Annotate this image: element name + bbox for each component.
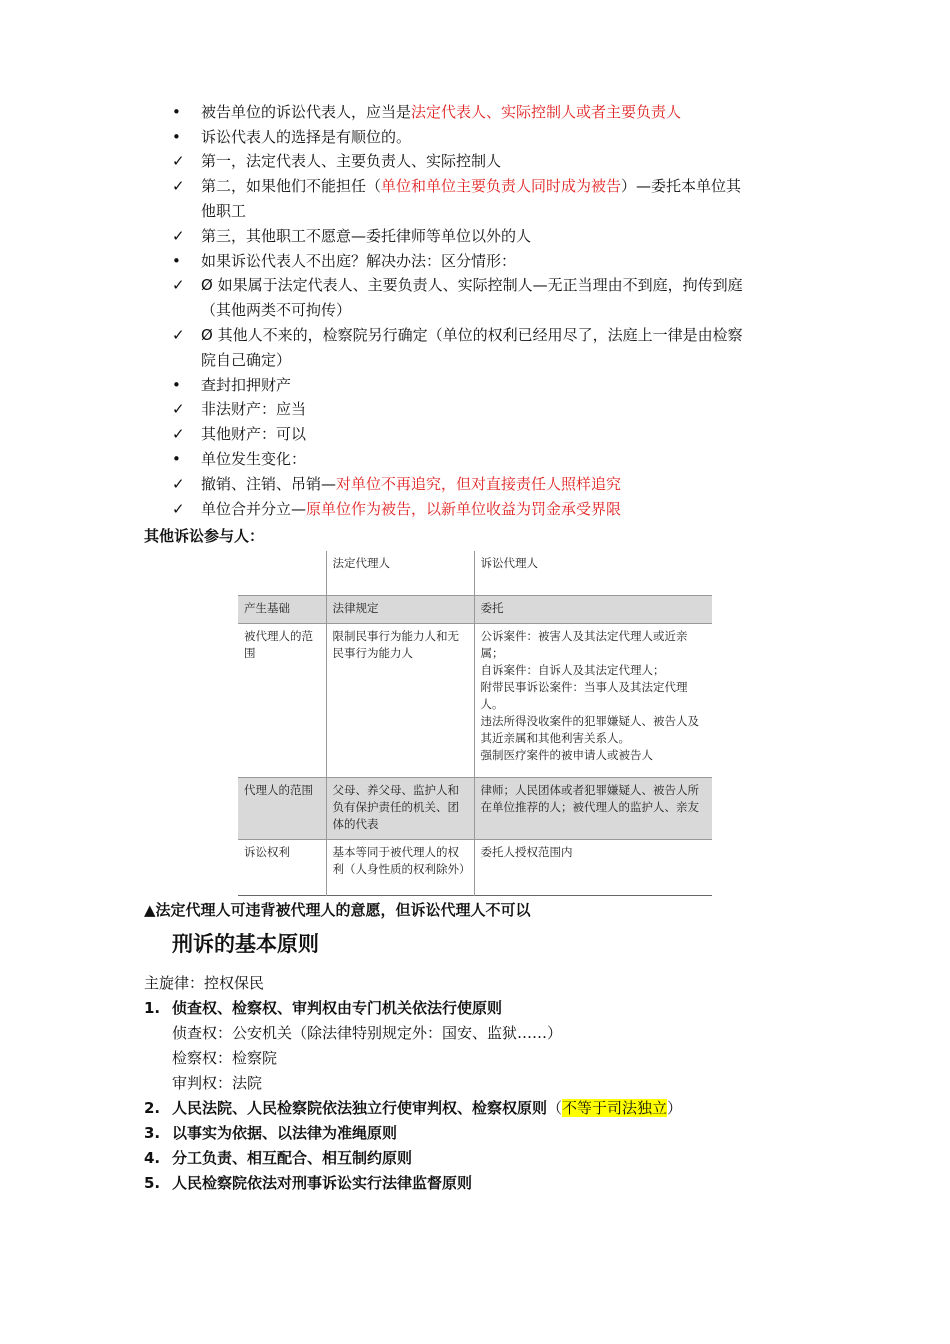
table-cell: 产生基础 xyxy=(238,595,326,623)
list-item-text: 被告单位的诉讼代表人，应当是 xyxy=(201,103,412,121)
table-row xyxy=(238,595,712,623)
power-line: 检察权：检察院 xyxy=(172,1049,278,1067)
principle-number: 5. xyxy=(144,1174,161,1192)
table-header-cell: 诉讼代理人 xyxy=(474,551,712,595)
list-item-text: 单位合并分立— xyxy=(201,500,307,518)
table-header-row xyxy=(238,551,712,595)
checkmark-icon: ✓ xyxy=(172,475,185,493)
principle-text: 分工负责、相互配合、相互制约原则 xyxy=(172,1149,413,1167)
emphasis-text: 原单位作为被告，以新单位收益为罚金承受界限 xyxy=(306,500,622,518)
checkmark-icon: ✓ xyxy=(172,425,185,443)
table-cell: 律师；人民团体或者犯罪嫌疑人、被告人所在单位推荐的人；被代理人的监护人、亲友 xyxy=(474,777,712,839)
principle-item xyxy=(172,1096,682,1121)
table-cell: 委托 xyxy=(474,595,712,623)
list-item-text: ）—委托本单位其 xyxy=(621,177,742,195)
principle-text: 以事实为依据、以法律为准绳原则 xyxy=(172,1124,398,1142)
bullet-icon: • xyxy=(172,103,181,121)
checkmark-icon: ✓ xyxy=(172,152,185,170)
list-item-text: 他职工 xyxy=(201,202,247,220)
list-item xyxy=(201,224,531,249)
table-cell: 限制民事行为能力人和无民事行为能力人 xyxy=(326,623,474,777)
checkmark-icon: ✓ xyxy=(172,177,185,195)
list-item xyxy=(201,174,741,199)
table-cell: 基本等同于被代理人的权利（人身性质的权利除外） xyxy=(326,839,474,895)
emphasis-text: 单位和单位主要负责人同时成为被告 xyxy=(381,177,622,195)
list-item-text: （其他两类不可拘传） xyxy=(201,301,352,319)
list-item-text: 第三，其他职工不愿意—委托律师等单位以外的人 xyxy=(201,227,532,245)
principle-text: 人民法院、人民检察院依法独立行使审判权、检察权原则 xyxy=(172,1099,548,1117)
list-item xyxy=(201,199,246,224)
section-title: 刑诉的基本原则 xyxy=(172,932,319,956)
checkmark-icon: ✓ xyxy=(172,276,185,294)
list-item-text: Ø 如果属于法定代表人、主要负责人、实际控制人—无正当理由不到庭，拘传到庭 xyxy=(201,276,743,294)
list-item-text: 其他财产：可以 xyxy=(201,425,307,443)
table-cell: 公诉案件：被害人及其法定代理人或近亲属； 自诉案件：自诉人及其法定代理人； 附带民事诉讼案件：当事人及其法定代理人。 违法所得没收案件的犯罪嫌疑人、被告人及其近亲属和其他利害关系人。 强制医疗案件的被申请人或被告人 xyxy=(474,623,712,777)
checkmark-icon: ✓ xyxy=(172,500,185,518)
list-item xyxy=(201,472,621,497)
list-item-text: 如果诉讼代表人不出庭？解决办法：区分情形： xyxy=(201,252,517,270)
list-item-text: 第二，如果他们不能担任（ xyxy=(201,177,382,195)
principle-number: 3. xyxy=(144,1124,161,1142)
other-participants-heading: 其他诉讼参与人： xyxy=(144,527,265,545)
emphasis-text: 对单位不再追究，但对直接责任人照样追究 xyxy=(336,475,622,493)
list-item xyxy=(201,497,621,522)
principle-number: 1. xyxy=(144,999,161,1017)
list-item xyxy=(201,348,291,373)
table-row xyxy=(238,777,712,839)
highlighted-note: 不等于司法独立 xyxy=(562,1099,668,1117)
table-cell: 委托人授权范围内 xyxy=(474,839,712,895)
list-item xyxy=(201,273,743,298)
principle-text: 侦查权、检察权、审判权由专门机关依法行使原则 xyxy=(172,999,503,1017)
principle-text: 人民检察院依法对刑事诉讼实行法律监督原则 xyxy=(172,1174,473,1192)
table-cell: 被代理人的范围 xyxy=(244,628,313,660)
list-item-text: 单位发生变化： xyxy=(201,450,307,468)
power-line: 侦查权：公安机关（除法律特别规定外：国安、监狱……） xyxy=(172,1024,563,1042)
table-cell: 法律规定 xyxy=(326,595,474,623)
note-line: ▲法定代理人可违背被代理人的意愿，但诉讼代理人不可以 xyxy=(144,901,531,919)
emphasis-text: 法定代表人、实际控制人或者主要负责人 xyxy=(411,103,682,121)
table-cell: 代理人的范围 xyxy=(238,777,326,839)
list-item xyxy=(201,249,516,274)
power-line: 审判权：法院 xyxy=(172,1074,263,1092)
table-header-cell: 法定代理人 xyxy=(326,551,474,595)
bullet-icon: • xyxy=(172,252,181,270)
list-item xyxy=(201,447,306,472)
list-item xyxy=(201,125,411,150)
table-header-cell xyxy=(238,551,326,595)
table-row xyxy=(238,623,712,777)
checkmark-icon: ✓ xyxy=(172,400,185,418)
list-item-text: 撤销、注销、吊销— xyxy=(201,475,337,493)
list-item xyxy=(201,100,681,125)
list-item-text: 院自己确定） xyxy=(201,351,292,369)
list-item xyxy=(201,397,306,422)
list-item-text: 查封扣押财产 xyxy=(201,376,292,394)
paren-open: （ xyxy=(547,1099,563,1117)
principle-number: 4. xyxy=(144,1149,161,1167)
list-item xyxy=(201,422,306,447)
agent-comparison-table xyxy=(238,551,712,896)
principle-number: 2. xyxy=(144,1099,161,1117)
checkmark-icon: ✓ xyxy=(172,326,185,344)
table-cell: 父母、养父母、监护人和负有保护责任的机关、团体的代表 xyxy=(326,777,474,839)
list-item-text: 非法财产：应当 xyxy=(201,400,307,418)
main-theme: 主旋律：控权保民 xyxy=(144,974,265,992)
list-item-text: Ø 其他人不来的，检察院另行确定（单位的权利已经用尽了，法庭上一律是由检察 xyxy=(201,326,743,344)
bullet-icon: • xyxy=(172,450,181,468)
list-item xyxy=(201,323,743,348)
checkmark-icon: ✓ xyxy=(172,227,185,245)
list-item xyxy=(201,298,351,323)
bullet-icon: • xyxy=(172,128,181,146)
list-item xyxy=(201,149,501,174)
list-item xyxy=(201,373,291,398)
list-item-text: 诉讼代表人的选择是有顺位的。 xyxy=(201,128,412,146)
table-row xyxy=(238,839,712,895)
paren-close: ） xyxy=(667,1099,683,1117)
list-item-text: 第一，法定代表人、主要负责人、实际控制人 xyxy=(201,152,502,170)
table-cell: 诉讼权利 xyxy=(244,844,290,859)
bullet-icon: • xyxy=(172,376,181,394)
